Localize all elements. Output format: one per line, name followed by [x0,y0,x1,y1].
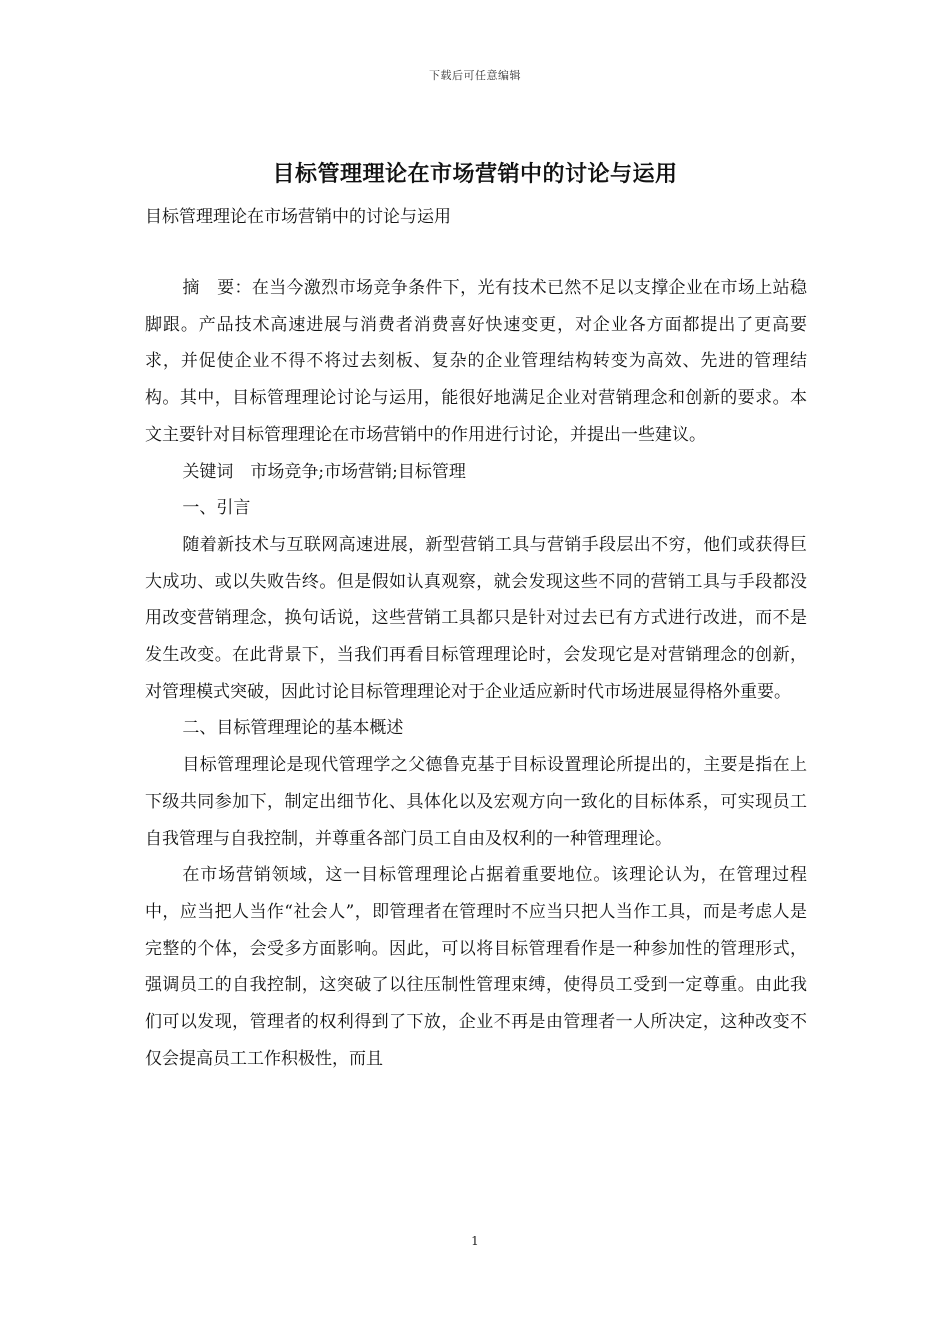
abstract-paragraph: 摘 要：在当今激烈市场竞争条件下，光有技术已然不足以支撑企业在市场上站稳脚跟。产品技术高速进展与消费者消费喜好快速变更，对企业各方面都提出了更高要求，并促使企业不得不将过去刻板、复杂的企业管理结构转变为高效、先进的管理结构。其中，目标管理理论讨论与运用，能很好地满足企业对营销理念和创新的要求。本文主要针对目标管理理论在市场营销中的作用进行讨论，并提出一些建议。 [145,278,807,445]
section-heading-overview: 二、目标管理理论的基本概述 [182,718,404,739]
header-note: 下载后可任意编辑 [429,69,521,82]
keywords-line: 关键词 市场竞争;市场营销;目标管理 [182,461,466,482]
document-body [145,270,807,1077]
introduction-paragraph: 随着新技术与互联网高速进展，新型营销工具与营销手段层出不穷，他们或获得巨大成功、或以失败告终。但是假如认真观察，就会发现这些不同的营销工具与手段都没用改变营销理念，换句话说，这些营销工具都只是针对过去已有方式进行改进，而不是发生改变。在此背景下，当我们再看目标管理理论时，会发现它是对营销理念的创新，对管理模式突破，因此讨论目标管理理论对于企业适应新时代市场进展显得格外重要。 [145,534,807,702]
overview-paragraph-2: 在市场营销领域，这一目标管理理论占据着重要地位。该理论认为，在管理过程中，应当把人当作“社会人”，即管理者在管理时不应当只把人当作工具，而是考虑人是完整的个体，会受多方面影响。因此，可以将目标管理看作是一种参加性的管理形式，强调员工的自我控制，这突破了以往压制性管理束缚，使得员工受到一定尊重。由此我们可以发现，管理者的权利得到了下放，企业不再是由管理者一人所决定，这种改变不仅会提高员工工作积极性，而且 [145,865,807,1069]
document-title: 目标管理理论在市场营销中的讨论与运用 [272,161,678,187]
document-subtitle: 目标管理理论在市场营销中的讨论与运用 [145,207,451,227]
overview-paragraph-1: 目标管理理论是现代管理学之父德鲁克基于目标设置理论所提出的，主要是指在上下级共同参加下，制定出细节化、具体化以及宏观方向一致化的目标体系，可实现员工自我管理与自我控制，并尊重各部门员工自由及权利的一种管理理论。 [145,755,807,849]
section-heading-introduction: 一、引言 [182,498,251,519]
page-number: 1 [471,1234,479,1248]
